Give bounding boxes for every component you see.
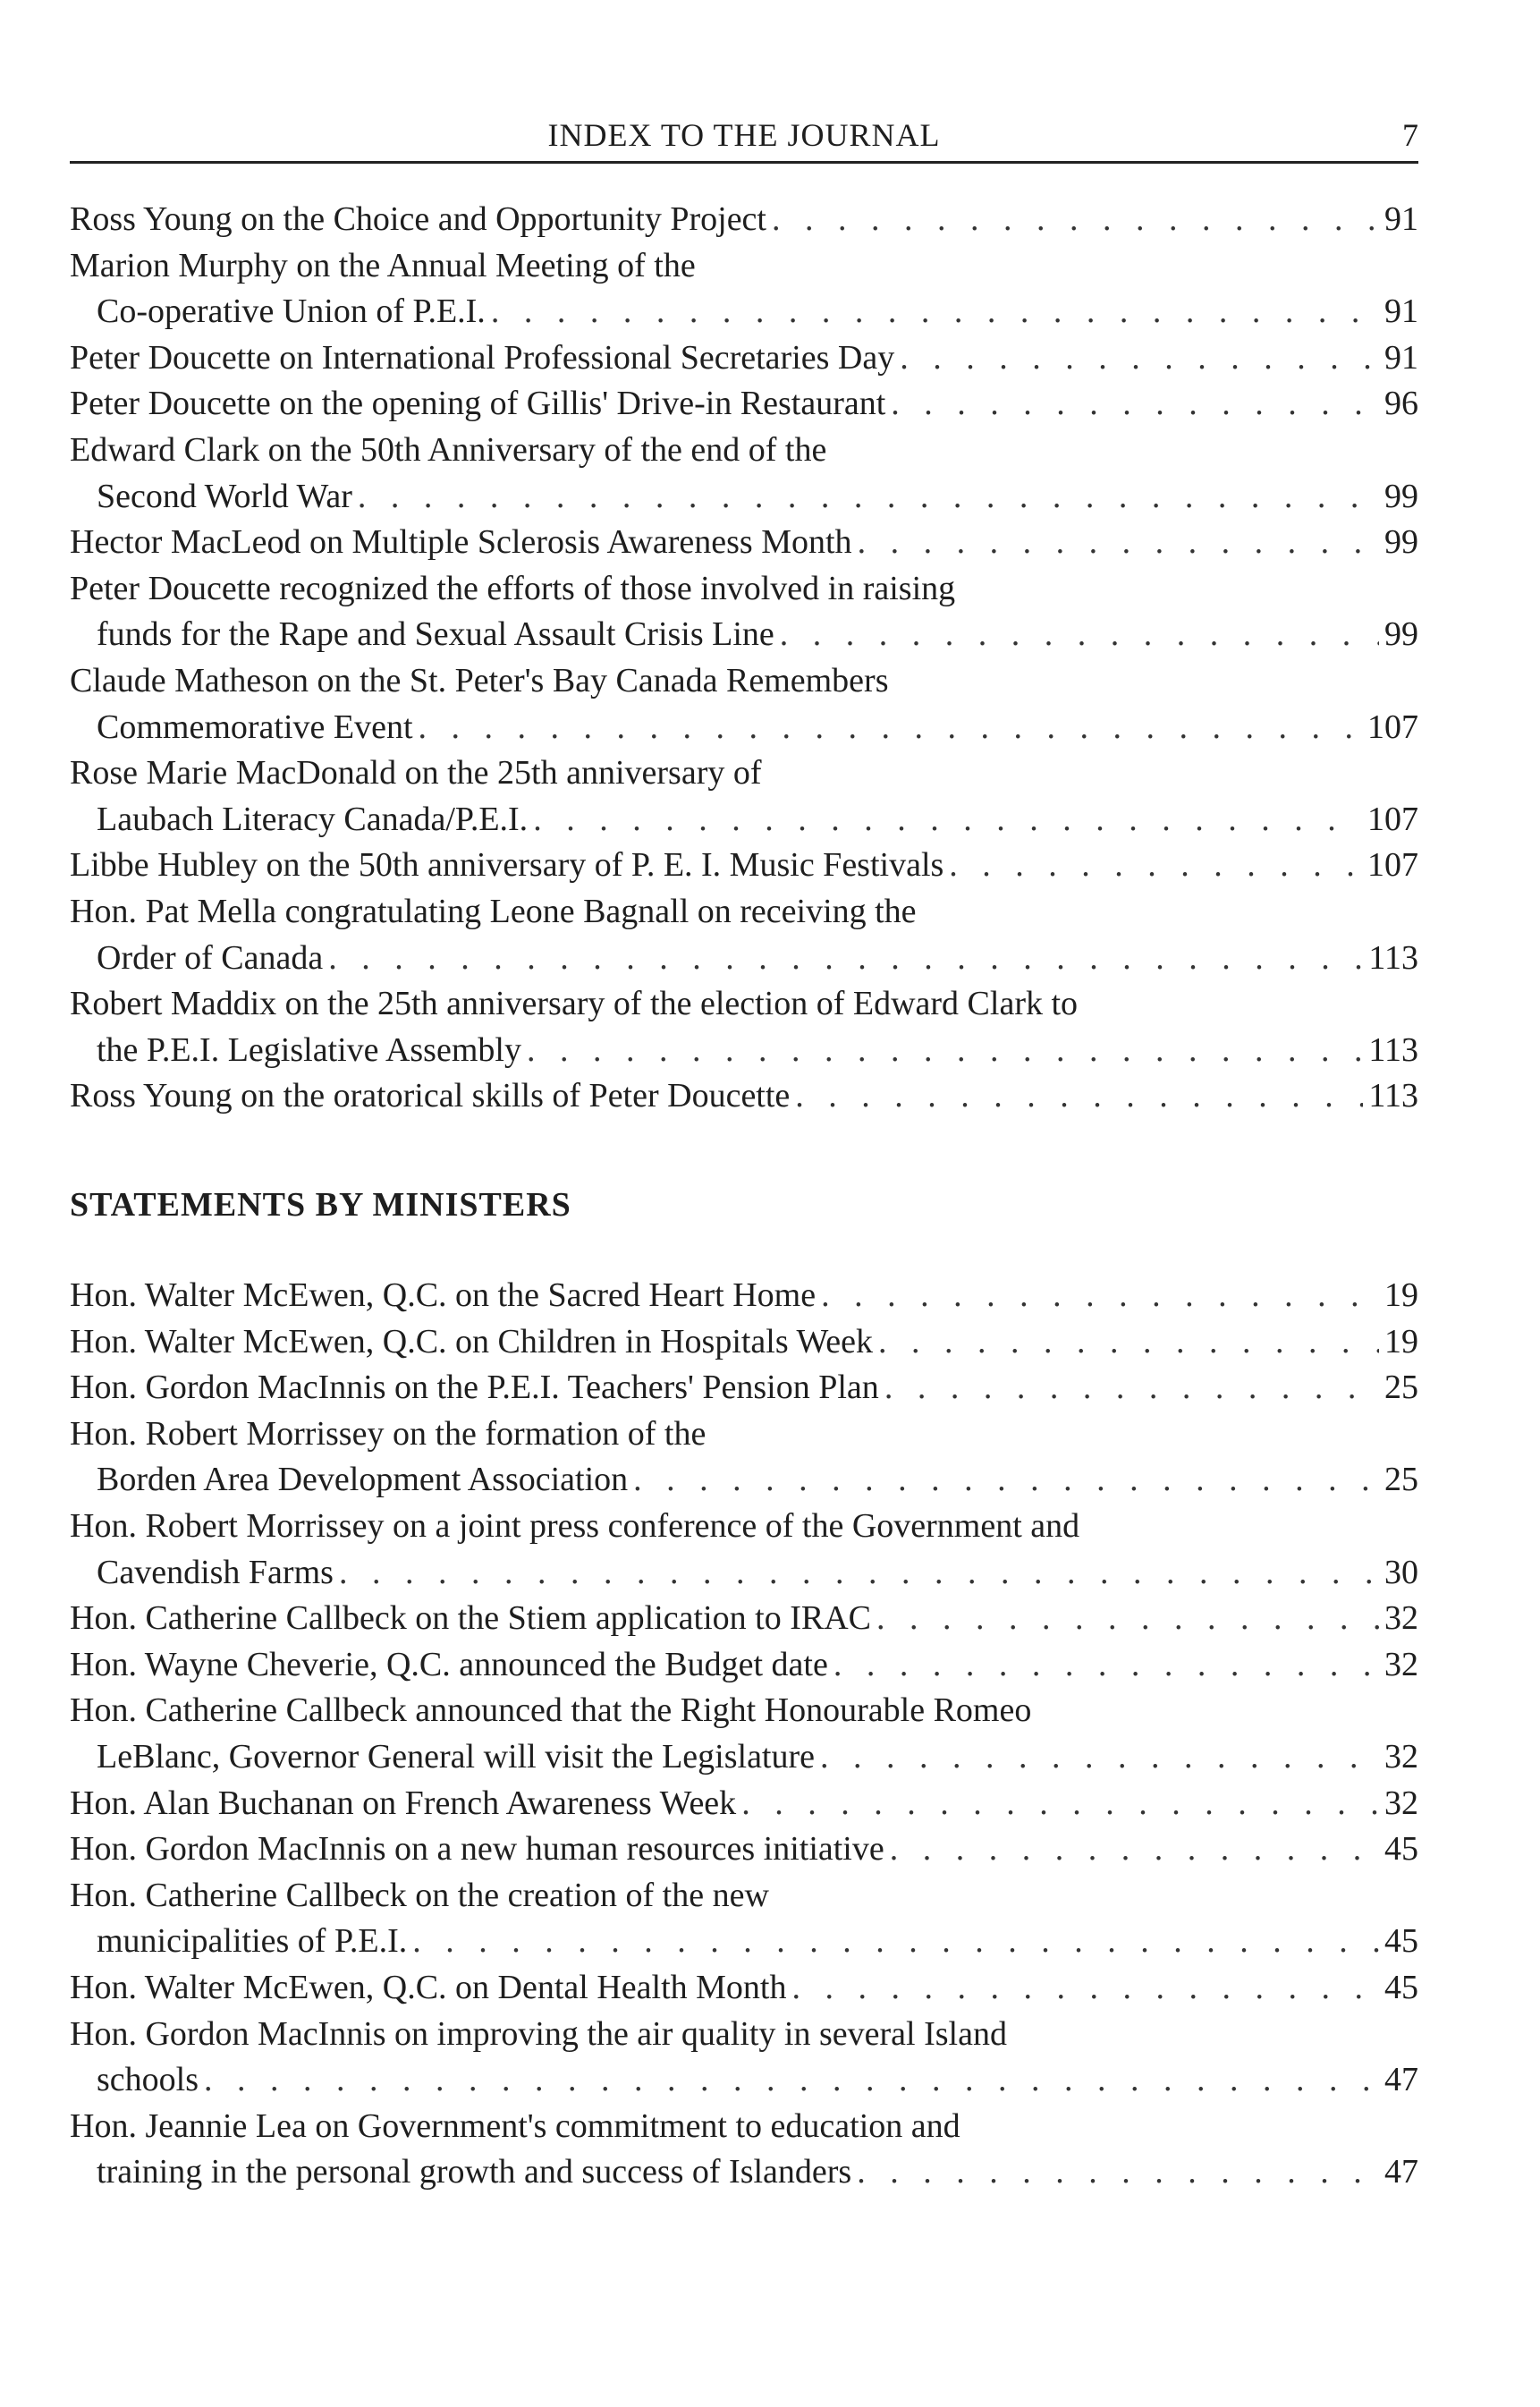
dot-leader — [334, 1550, 1379, 1597]
entry-text: Hon. Walter McEwen, Q.C. on Dental Health Month — [70, 1968, 787, 2006]
index-entry — [70, 1365, 1418, 1411]
entry-text: Edward Clark on the 50th Anniversary of the end of the — [70, 430, 827, 469]
entry-page-number: 45 — [1384, 1922, 1418, 1961]
entry-text: Marion Murphy on the Annual Meeting of the — [70, 246, 696, 284]
index-entry — [70, 1781, 1418, 1827]
dot-leader — [407, 1919, 1379, 1965]
dot-leader — [873, 1319, 1379, 1366]
entry-text: Hon. Walter McEwen, Q.C. on the Sacred Heart Home — [70, 1276, 817, 1314]
entry-page-number: 32 — [1384, 1599, 1418, 1638]
entry-text: Hon. Alan Buchanan on French Awareness Week — [70, 1784, 737, 1822]
statements-by-ministers-list — [70, 1273, 1418, 2196]
entry-text: Peter Doucette on International Professional Secretaries Day — [70, 338, 895, 377]
entry-page-number: 113 — [1368, 1030, 1418, 1069]
running-header — [70, 114, 1418, 164]
entry-page-number: 99 — [1384, 615, 1418, 654]
index-entry — [70, 889, 1418, 981]
header-title: INDEX TO THE JOURNAL — [547, 117, 941, 153]
entry-text: Cavendish Farms — [97, 1553, 334, 1591]
entry-page-number: 91 — [1384, 292, 1418, 331]
entry-last-line — [70, 936, 1418, 982]
index-entry — [70, 1073, 1418, 1120]
entry-last-line — [70, 1596, 1418, 1642]
entry-text: Ross Young on the oratorical skills of Peter Doucette — [70, 1077, 791, 1115]
entry-last-line — [70, 705, 1418, 751]
index-entry — [70, 381, 1418, 428]
entry-page-number: 113 — [1368, 1077, 1418, 1115]
entry-last-line — [70, 2057, 1418, 2104]
dot-leader — [413, 705, 1362, 751]
index-entry — [70, 335, 1418, 382]
dot-leader — [628, 1457, 1379, 1504]
entry-last-line — [70, 1073, 1418, 1120]
entry-page-number: 19 — [1384, 1276, 1418, 1314]
entry-page-number: 45 — [1384, 1830, 1418, 1869]
entry-text: the P.E.I. Legislative Assembly — [97, 1030, 521, 1069]
entry-text: Hon. Walter McEwen, Q.C. on Children in Hospitals Week — [70, 1322, 874, 1360]
index-entry — [70, 1688, 1418, 1780]
index-entry — [70, 566, 1418, 658]
entry-text: Hon. Catherine Callbeck on the creation of the new — [70, 1876, 769, 1914]
dot-leader — [816, 1273, 1379, 1319]
dot-leader — [786, 1965, 1379, 2012]
entry-page-number: 32 — [1384, 1737, 1418, 1776]
entry-last-line — [70, 797, 1418, 843]
entry-text: Second World War — [97, 477, 352, 515]
index-entry — [70, 843, 1418, 889]
entry-last-line — [70, 474, 1418, 521]
entry-text: LeBlanc, Governor General will visit the Legislature — [97, 1737, 816, 1776]
entry-last-line — [70, 1642, 1418, 1689]
entry-text: schools — [97, 2061, 199, 2099]
entry-text: Robert Maddix on the 25th anniversary of the election of Edward Clark to — [70, 985, 1079, 1023]
entry-last-line — [70, 1919, 1418, 1965]
entry-text: Hon. Catherine Callbeck on the Stiem application to IRAC — [70, 1599, 871, 1638]
entry-page-number: 96 — [1384, 385, 1418, 423]
entry-page-number: 91 — [1384, 200, 1418, 238]
index-entry — [70, 1504, 1418, 1596]
entry-last-line — [70, 1365, 1418, 1411]
dot-leader — [884, 1826, 1379, 1873]
entry-page-number: 32 — [1384, 1645, 1418, 1683]
entry-text: Hon. Wayne Cheverie, Q.C. announced the Budget date — [70, 1645, 828, 1683]
entry-text: Hon. Robert Morrissey on a joint press conference of the Government and — [70, 1506, 1080, 1545]
dot-leader — [828, 1642, 1379, 1689]
dot-leader — [871, 1596, 1379, 1642]
entry-page-number: 47 — [1384, 2153, 1418, 2191]
entry-text: Order of Canada — [97, 938, 324, 977]
dot-leader — [879, 1365, 1379, 1411]
index-entry — [70, 658, 1418, 750]
section-heading-statements-by-ministers: STATEMENTS BY MINISTERS — [70, 1186, 571, 1224]
entry-last-line — [70, 843, 1418, 889]
index-entry — [70, 428, 1418, 520]
entry-last-line — [70, 1826, 1418, 1873]
entry-last-line — [70, 1273, 1418, 1319]
entry-text: Borden Area Development Association — [97, 1461, 629, 1499]
entry-last-line — [70, 197, 1418, 243]
index-entry — [70, 520, 1418, 566]
entry-text: Hon. Gordon MacInnis on a new human resources initiative — [70, 1830, 884, 1869]
index-entry — [70, 1273, 1418, 1319]
entry-text: Libbe Hubley on the 50th anniversary of P. E. I. Music Festivals — [70, 846, 944, 885]
index-entry — [70, 1965, 1418, 2012]
dot-leader — [521, 1028, 1363, 1074]
entry-text: training in the personal growth and success of Islanders — [97, 2153, 852, 2191]
index-entry — [70, 1873, 1418, 1965]
dot-leader — [352, 474, 1379, 521]
entry-text: Laubach Literacy Canada/P.E.I. — [97, 800, 529, 838]
entry-text: Peter Doucette on the opening of Gillis' Drive-in Restaurant — [70, 385, 886, 423]
index-entry — [70, 243, 1418, 335]
entry-page-number: 19 — [1384, 1322, 1418, 1360]
index-entry — [70, 750, 1418, 843]
index-entry — [70, 1411, 1418, 1504]
entry-text: funds for the Rape and Sexual Assault Crisis Line — [97, 615, 774, 654]
dot-leader — [323, 936, 1363, 982]
entry-page-number: 47 — [1384, 2061, 1418, 2099]
dot-leader — [486, 289, 1379, 335]
entry-last-line — [70, 1781, 1418, 1827]
members-statements-list — [70, 197, 1418, 1120]
entry-text: Hon. Jeannie Lea on Government's commitment to education and — [70, 2106, 960, 2145]
dot-leader — [774, 612, 1379, 658]
dot-leader — [943, 843, 1362, 889]
entry-page-number: 32 — [1384, 1784, 1418, 1822]
dot-leader — [852, 520, 1379, 566]
dot-leader — [894, 335, 1379, 382]
entry-text: Hon. Gordon MacInnis on improving the air quality in several Island — [70, 2014, 1007, 2053]
entry-last-line — [70, 289, 1418, 335]
entry-page-number: 30 — [1384, 1553, 1418, 1591]
entry-page-number: 45 — [1384, 1968, 1418, 2006]
dot-leader — [766, 197, 1379, 243]
entry-text: Hector MacLeod on Multiple Sclerosis Awareness Month — [70, 523, 852, 562]
index-entry — [70, 1319, 1418, 1366]
index-entry — [70, 2012, 1418, 2104]
header-page-number: 7 — [1402, 117, 1418, 153]
entry-text: Co-operative Union of P.E.I. — [97, 292, 486, 331]
entry-page-number: 107 — [1367, 708, 1418, 746]
index-entry — [70, 2104, 1418, 2196]
entry-last-line — [70, 335, 1418, 382]
dot-leader — [528, 797, 1362, 843]
entry-last-line — [70, 1550, 1418, 1597]
index-entry — [70, 197, 1418, 243]
index-entry — [70, 1596, 1418, 1642]
entry-page-number: 99 — [1384, 523, 1418, 562]
dot-leader — [790, 1073, 1363, 1120]
index-entry — [70, 1642, 1418, 1689]
entry-last-line — [70, 612, 1418, 658]
index-entry — [70, 1826, 1418, 1873]
entry-page-number: 25 — [1384, 1461, 1418, 1499]
index-entry — [70, 981, 1418, 1073]
entry-text: municipalities of P.E.I. — [97, 1922, 408, 1961]
entry-page-number: 113 — [1368, 938, 1418, 977]
entry-text: Hon. Robert Morrissey on the formation of the — [70, 1414, 707, 1453]
entry-text: Hon. Catherine Callbeck announced that the Right Honourable Romeo — [70, 1691, 1032, 1730]
entry-last-line — [70, 1319, 1418, 1366]
entry-last-line — [70, 381, 1418, 428]
dot-leader — [885, 381, 1379, 428]
entry-page-number: 107 — [1367, 800, 1418, 838]
entry-last-line — [70, 520, 1418, 566]
dot-leader — [851, 2149, 1379, 2196]
entry-text: Hon. Pat Mella congratulating Leone Bagnall on receiving the — [70, 892, 917, 930]
entry-page-number: 107 — [1367, 846, 1418, 885]
entry-text: Commemorative Event — [97, 708, 413, 746]
entry-text: Peter Doucette recognized the efforts of those involved in raising — [70, 569, 956, 607]
dot-leader — [815, 1734, 1379, 1781]
entry-page-number: 99 — [1384, 477, 1418, 515]
entry-last-line — [70, 2149, 1418, 2196]
entry-last-line — [70, 1965, 1418, 2012]
entry-text: Claude Matheson on the St. Peter's Bay Canada Remembers — [70, 661, 889, 699]
dot-leader — [736, 1781, 1379, 1827]
entry-last-line — [70, 1457, 1418, 1504]
entry-text: Ross Young on the Choice and Opportunity Project — [70, 200, 766, 238]
entry-text: Hon. Gordon MacInnis on the P.E.I. Teachers' Pension Plan — [70, 1369, 879, 1407]
entry-last-line — [70, 1734, 1418, 1781]
entry-page-number: 91 — [1384, 338, 1418, 377]
entry-text: Rose Marie MacDonald on the 25th anniversary of — [70, 754, 762, 792]
entry-page-number: 25 — [1384, 1369, 1418, 1407]
entry-last-line — [70, 1028, 1418, 1074]
dot-leader — [199, 2057, 1379, 2104]
